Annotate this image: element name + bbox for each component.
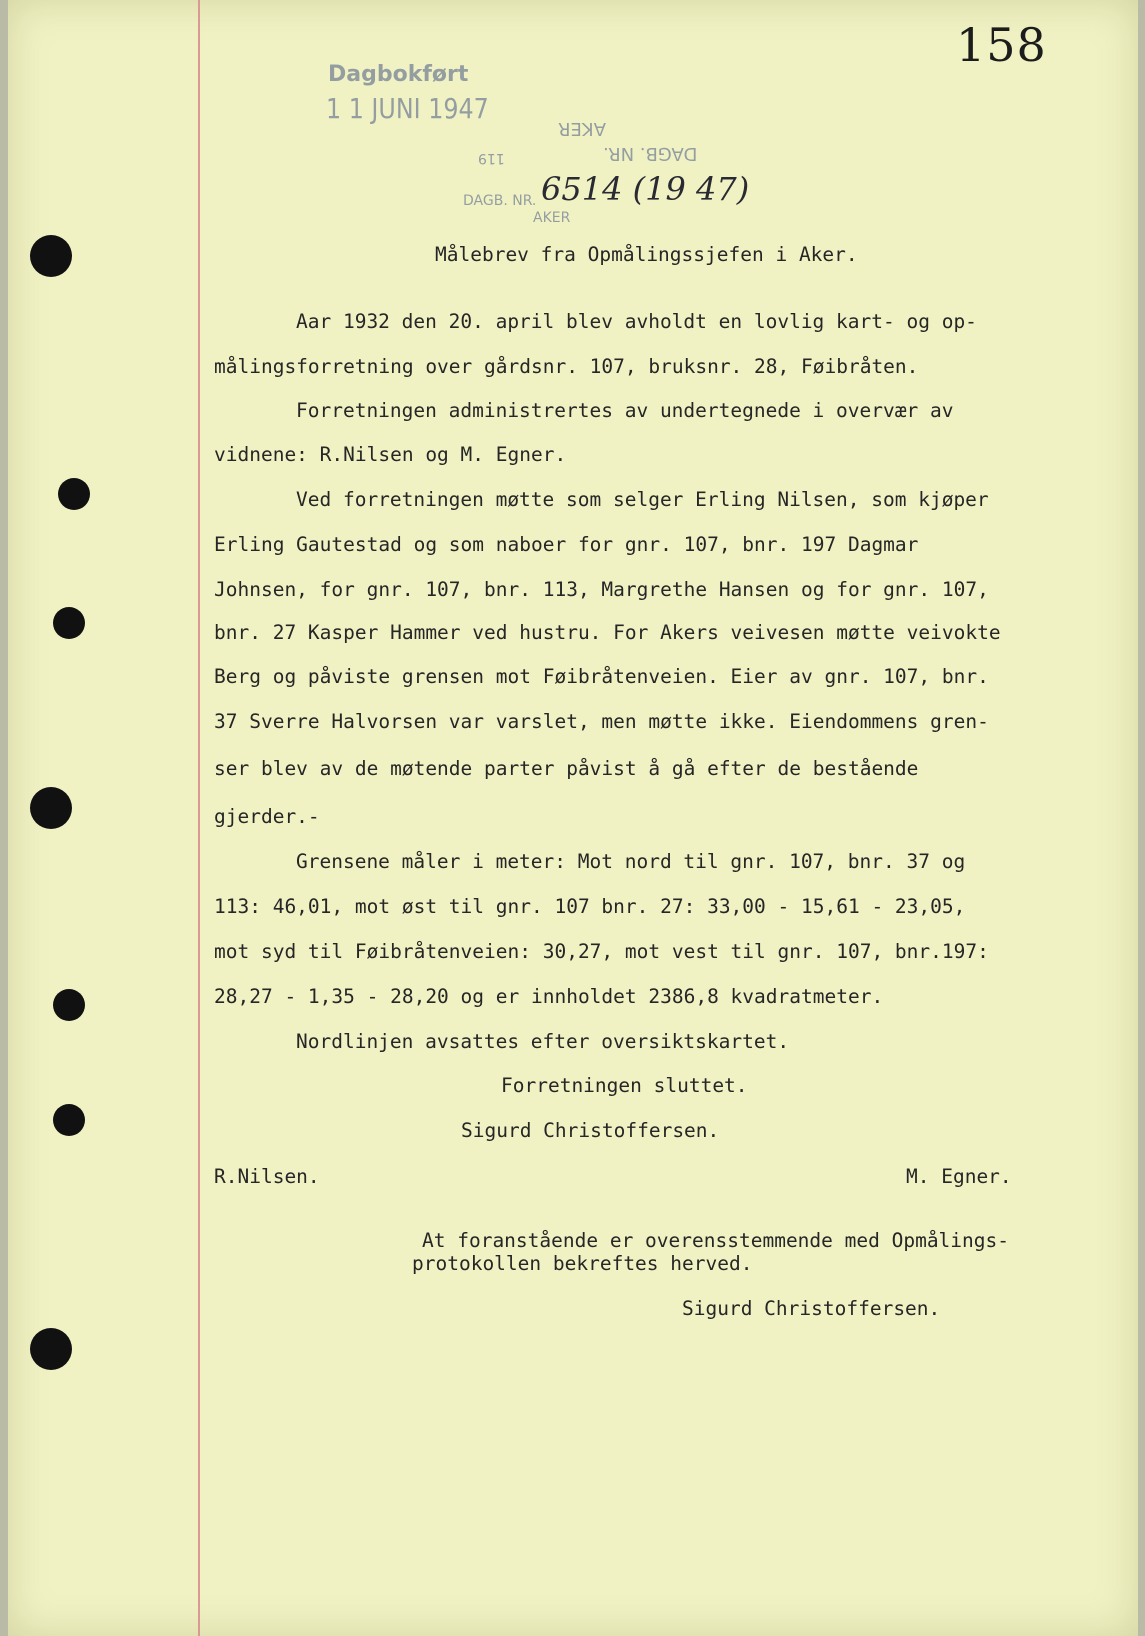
text-line: gjerder.- — [214, 805, 320, 828]
signature-name: Sigurd Christoffersen. — [461, 1119, 720, 1142]
binder-hole — [53, 1104, 85, 1136]
binder-hole — [53, 989, 85, 1021]
handwritten-number: 6514 (19 47) — [541, 170, 750, 208]
certification-line: At foranstående er overensstemmende med Opmålings- — [422, 1229, 1009, 1252]
witness-name-left: R.Nilsen. — [214, 1165, 320, 1188]
text-line: Forretningen administrertes av undertegnede i overvær av — [296, 399, 954, 422]
binder-hole — [58, 478, 90, 510]
binder-hole — [30, 235, 72, 277]
text-line: 37 Sverre Halvorsen var varslet, men møtte ikke. Eiendommens gren- — [214, 710, 989, 733]
text-line: bnr. 27 Kasper Hammer ved hustru. For Akers veivesen møtte veivokte — [214, 621, 1001, 644]
text-line: Ved forretningen møtte som selger Erling Nilsen, som kjøper — [296, 488, 989, 511]
stamp-date: 1 1 JUNI 1947 — [326, 92, 489, 125]
text-line: 28,27 - 1,35 - 28,20 og er innholdet 2386,8 kvadratmeter. — [214, 985, 884, 1008]
text-line: Nordlinjen avsattes efter oversiktskartet. — [296, 1030, 790, 1053]
stamp-title: Dagbokført — [328, 62, 469, 87]
text-line: ser blev av de møtende parter påvist å gå efter de bestående — [214, 757, 919, 780]
certification-signature: Sigurd Christoffersen. — [682, 1297, 941, 1320]
text-line: Erling Gautestad og som naboer for gnr. 107, bnr. 197 Dagmar — [214, 533, 919, 556]
text-line: vidnene: R.Nilsen og M. Egner. — [214, 443, 567, 466]
text-line: Forretningen sluttet. — [501, 1074, 748, 1097]
binder-hole — [53, 607, 85, 639]
stamp-mirrored-dagb: DAGB. NR. — [603, 143, 698, 164]
stamp-aker: AKER — [533, 210, 571, 226]
binder-hole — [30, 1328, 72, 1370]
page-number: 158 — [956, 18, 1047, 72]
certification-line: protokollen bekreftes herved. — [412, 1252, 753, 1275]
witness-name-right: M. Egner. — [906, 1165, 1012, 1188]
stamp-mirrored-number: 119 — [478, 150, 505, 166]
text-line: Aar 1932 den 20. april blev avholdt en lovlig kart- og op- — [296, 310, 977, 333]
stamp-dagb-label: DAGB. NR. — [463, 193, 537, 209]
text-line: Johnsen, for gnr. 107, bnr. 113, Margrethe Hansen og for gnr. 107, — [214, 578, 989, 601]
document-page — [8, 0, 1138, 1636]
binder-hole — [30, 787, 72, 829]
stamp-mirrored-aker: AKER — [558, 118, 606, 139]
text-line: 113: 46,01, mot øst til gnr. 107 bnr. 27: 33,00 - 15,61 - 23,05, — [214, 895, 966, 918]
text-line: mot syd til Føibråtenveien: 30,27, mot vest til gnr. 107, bnr.197: — [214, 940, 989, 963]
text-line: Grensene måler i meter: Mot nord til gnr. 107, bnr. 37 og — [296, 850, 966, 873]
document-title: Målebrev fra Opmålingssjefen i Aker. — [435, 243, 858, 266]
text-line: Berg og påviste grensen mot Føibråtenveien. Eier av gnr. 107, bnr. — [214, 665, 989, 688]
text-line: målingsforretning over gårdsnr. 107, bruksnr. 28, Føibråten. — [214, 355, 919, 378]
margin-line — [198, 0, 200, 1636]
